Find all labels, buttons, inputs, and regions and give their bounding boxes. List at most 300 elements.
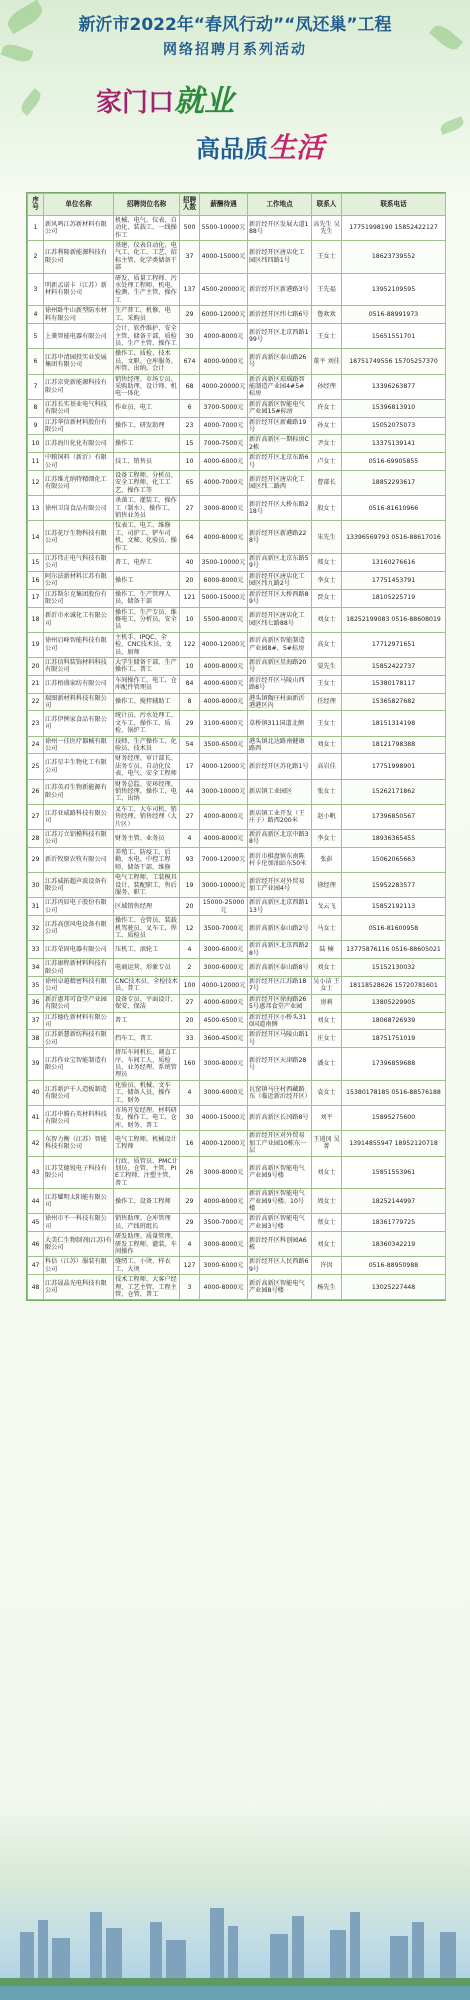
- cell-positions: 操作工、生产专员、维修电工、分析员、安全员: [114, 607, 180, 632]
- cell-headcount: 10: [180, 657, 200, 675]
- cell-phone: 15396813910: [342, 399, 446, 417]
- cell-salary: 4000-8000元: [200, 657, 248, 675]
- cell-positions: 设备专员、平面设计、保安、保洁: [114, 994, 180, 1012]
- cell-location: 草桥镇311国道北侧: [248, 711, 312, 736]
- table-row: [28, 1189, 446, 1214]
- cell-positions: 车间操作工、电工、仓库配件管理员: [114, 675, 180, 693]
- cell-headcount: 33: [180, 1030, 200, 1048]
- cell-contact: 庄女士: [312, 1030, 342, 1048]
- cell-salary: 3500-6500元: [200, 736, 248, 754]
- cell-salary: 4000-12000元: [200, 1131, 248, 1156]
- cell-contact: 王先福: [312, 273, 342, 306]
- cell-company: 江苏维尤纳特精细化工有限公司: [44, 471, 114, 496]
- cell-index: 41: [28, 1106, 44, 1131]
- table-row: [28, 374, 446, 399]
- cell-contact: 刘女士: [312, 959, 342, 977]
- cell-company: 江苏中清园投实业发展集团有限公司: [44, 349, 114, 374]
- cell-contact: 王女士: [312, 675, 342, 693]
- cell-headcount: 29: [180, 711, 200, 736]
- cell-headcount: 674: [180, 349, 200, 374]
- cell-salary: 4000-12000元: [200, 976, 248, 994]
- cell-company: 中粮饲料（新沂）有限公司: [44, 453, 114, 471]
- cell-contact: 高先生 吴先生: [312, 215, 342, 240]
- cell-phone: 15895275600: [342, 1106, 446, 1131]
- cell-salary: 6000-8000元: [200, 571, 248, 589]
- cell-salary: 4000-9000元: [200, 349, 248, 374]
- cell-index: 4: [28, 306, 44, 324]
- cell-headcount: 29: [180, 1189, 200, 1214]
- cell-salary: 5500-10000元: [200, 215, 248, 240]
- cell-headcount: 44: [180, 779, 200, 804]
- cell-headcount: 2: [180, 959, 200, 977]
- cell-positions: 挤压车间机长、调直工序、车间工人、质检员、业务经理、系统管理员: [114, 1048, 180, 1081]
- recruitment-table-wrapper: [26, 192, 446, 1301]
- cell-positions: 财务主管、业务员: [114, 830, 180, 848]
- cell-company: 江苏新沪千人造板制造有限公司: [44, 1080, 114, 1105]
- cell-company: 新风鸣江苏新材料有限公司: [44, 215, 114, 240]
- cell-positions: 叉车工、大车司机、销售经理、销售经理（大片区）: [114, 804, 180, 829]
- cell-salary: 5000-15000元: [200, 589, 248, 607]
- cell-headcount: 64: [180, 521, 200, 554]
- cell-phone: 15852192113: [342, 898, 446, 916]
- cell-headcount: 500: [180, 215, 200, 240]
- cell-headcount: 54: [180, 736, 200, 754]
- cell-contact: 贾女士: [312, 589, 342, 607]
- cell-index: 7: [28, 374, 44, 399]
- cell-phone: 18852293617: [342, 471, 446, 496]
- cell-headcount: 6: [180, 399, 200, 417]
- cell-company: 江苏海川化化有限公司: [44, 435, 114, 453]
- cell-index: 39: [28, 1048, 44, 1081]
- cell-phone: 15852422737: [342, 657, 446, 675]
- table-row: [28, 830, 446, 848]
- cell-contact: 孙女士: [312, 417, 342, 435]
- cell-contact: 房莉: [312, 994, 342, 1012]
- cell-index: 24: [28, 736, 44, 754]
- cell-headcount: 84: [180, 675, 200, 693]
- cell-phone: 15052075073: [342, 417, 446, 435]
- cell-headcount: 20: [180, 898, 200, 916]
- cell-headcount: 19: [180, 873, 200, 898]
- cell-positions: 操作工、质检、技术员、文职、仓库服务、库管、出纳、会计: [114, 349, 180, 374]
- table-row: [28, 675, 446, 693]
- cell-contact: 刘平: [312, 1106, 342, 1131]
- cell-company: 东智力衡（江苏）智能科技有限公司: [44, 1131, 114, 1156]
- cell-positions: 操作工、搅拌辅助工: [114, 693, 180, 711]
- cell-headcount: 20: [180, 571, 200, 589]
- cell-contact: 曹部长: [312, 471, 342, 496]
- cell-salary: 4000-12000元: [200, 632, 248, 657]
- cell-phone: 0516-81610966: [342, 496, 446, 521]
- table-row: [28, 1106, 446, 1131]
- table-row: [28, 1080, 446, 1105]
- cell-headcount: 8: [180, 693, 200, 711]
- cell-phone: 18252199083 0516-88608019: [342, 607, 446, 632]
- cell-company: 江苏梧盛家纺有限公司: [44, 675, 114, 693]
- cell-company: 江苏斯尔克集团股份有限公司: [44, 589, 114, 607]
- cell-index: 36: [28, 994, 44, 1012]
- cell-headcount: 37: [180, 241, 200, 274]
- cell-company: 江苏作业宝智能制造有限公司: [44, 1048, 114, 1081]
- cell-location: 新沂经开区唐店化工园区纬七路88号: [248, 607, 312, 632]
- cell-company: 江苏中腾石英材料科技有限公司: [44, 1106, 114, 1131]
- cell-location: 新沂经开区纬七路6号: [248, 306, 312, 324]
- cell-phone: 18936365455: [342, 830, 446, 848]
- leaf-decoration: [439, 116, 465, 135]
- table-row: [28, 736, 446, 754]
- cell-contact: 高女士: [312, 632, 342, 657]
- table-row: [28, 1232, 446, 1257]
- cell-positions: 化验员、机械、文车工、储备人员、操作工、财务: [114, 1080, 180, 1105]
- cell-headcount: 68: [180, 374, 200, 399]
- slogan-quality-life: [196, 126, 324, 166]
- cell-positions: 会计、软件维护、安全主管、储备干部、质检员、生产主管、操作工: [114, 324, 180, 349]
- cell-company: 大美仁生物制剂(江苏)有限公司: [44, 1232, 114, 1257]
- cell-index: 22: [28, 693, 44, 711]
- cell-index: 26: [28, 779, 44, 804]
- cell-headcount: 100: [180, 976, 200, 994]
- cell-phone: 13914855947 18952120718: [342, 1131, 446, 1156]
- cell-location: 新沂经开区马陵山路1号: [248, 1030, 312, 1048]
- cell-positions: 普工: [114, 1012, 180, 1030]
- cell-salary: 4000-15000元: [200, 1106, 248, 1131]
- cell-index: 10: [28, 435, 44, 453]
- cell-positions: 基建、仪表自动化、电气工、化工、工艺、招标主管、化学类储备干部: [114, 241, 180, 274]
- cell-company: 徐州卓越精密科技有限公司: [44, 976, 114, 994]
- table-row: [28, 324, 446, 349]
- header-salary: 薪酬待遇: [200, 194, 248, 216]
- cell-contact: 王逍冈 吴菁: [312, 1131, 342, 1156]
- cell-phone: 18121798388: [342, 736, 446, 754]
- table-row: [28, 1214, 446, 1232]
- table-row: [28, 521, 446, 554]
- cell-positions: 研发、质量工程师、污水处理工程师、机电、检测、生产主管、操作工: [114, 273, 180, 306]
- table-row: [28, 657, 446, 675]
- table-row: [28, 417, 446, 435]
- cell-salary: 3000-6000元: [200, 1080, 248, 1105]
- cell-location: 新沂经开区大桥西路89号: [248, 589, 312, 607]
- cell-contact: 周女士: [312, 1189, 342, 1214]
- cell-contact: 王女士: [312, 241, 342, 274]
- cell-location: 新沂经开区对外贸易加工产业园10栋东一层: [248, 1131, 312, 1156]
- cell-phone: 17712971651: [342, 632, 446, 657]
- cell-index: 29: [28, 847, 44, 872]
- cell-location: 新沂高新区星海路20号: [248, 657, 312, 675]
- cell-contact: 赵小帆: [312, 804, 342, 829]
- cell-headcount: 65: [180, 471, 200, 496]
- cell-contact: 卢女士: [312, 453, 342, 471]
- cell-contact: 董平 刘佳: [312, 349, 342, 374]
- cell-company: 江苏伊例家食品有限公司: [44, 711, 114, 736]
- cell-location: 新沂经开区唐店化工园区纬二路西: [248, 471, 312, 496]
- cell-headcount: 4: [180, 1232, 200, 1257]
- cell-salary: 4000-7000元: [200, 471, 248, 496]
- cell-contact: 王女士: [312, 711, 342, 736]
- cell-phone: 18068726939: [342, 1012, 446, 1030]
- cell-positions: 区域销售经理: [114, 898, 180, 916]
- cell-contact: 孙经理: [312, 374, 342, 399]
- cell-index: 45: [28, 1214, 44, 1232]
- cell-location: 新沂经开区天津路28号: [248, 1048, 312, 1081]
- cell-location: 新沂高新区泰山路8号: [248, 959, 312, 977]
- cell-location: 新沂经开区人民西路69号: [248, 1257, 312, 1275]
- cell-index: 2: [28, 241, 44, 274]
- table-row: [28, 471, 446, 496]
- cell-phone: 0516-88950988: [342, 1257, 446, 1275]
- cell-phone: 13396263877: [342, 374, 446, 399]
- cell-index: 23: [28, 711, 44, 736]
- cell-location: 新沂经开区新戴路19号: [248, 417, 312, 435]
- cell-salary: 7000-12000元: [200, 847, 248, 872]
- cell-phone: 15851553961: [342, 1156, 446, 1189]
- recruitment-table: [27, 193, 446, 1300]
- cell-salary: 4000-6000元: [200, 675, 248, 693]
- cell-positions: 市场开发经理、材料研发、操作工、电工、仓库、财务、普工: [114, 1106, 180, 1131]
- cell-positions: 杀菌工、灌装工、操作工（制水）、操作工、销售业务员: [114, 496, 180, 521]
- cell-contact: 郑女士: [312, 554, 342, 572]
- cell-contact: 杨先生: [312, 1275, 342, 1300]
- cell-headcount: 26: [180, 1156, 200, 1189]
- cell-company: 江苏京瓷新能源科技有限公司: [44, 374, 114, 399]
- cell-positions: 挡车工、普工: [114, 1030, 180, 1048]
- cell-phone: 15365827682: [342, 693, 446, 711]
- cell-salary: 4000-8000元: [200, 324, 248, 349]
- cell-location: 新沂高新区北京中路38号: [248, 830, 312, 848]
- table-row: [28, 693, 446, 711]
- poster-title-line2: 网络招聘月系列活动: [163, 42, 307, 58]
- table-row: [28, 399, 446, 417]
- table-row: [28, 215, 446, 240]
- table-row: [28, 1030, 446, 1048]
- cell-phone: 15651551701: [342, 324, 446, 349]
- cell-positions: 操作工、研发助理: [114, 417, 180, 435]
- cell-positions: 操作工、设备工程师: [114, 1189, 180, 1214]
- cell-company: 徐州市不一科技有限公司: [44, 1214, 114, 1232]
- cell-contact: 许女士: [312, 399, 342, 417]
- cell-phone: 18751749556 15705257370: [342, 349, 446, 374]
- cell-phone: 13160276616: [342, 554, 446, 572]
- table-row: [28, 496, 446, 521]
- cell-index: 47: [28, 1257, 44, 1275]
- cell-index: 14: [28, 521, 44, 554]
- cell-phone: 17751998901: [342, 754, 446, 779]
- title-block: [0, 10, 470, 59]
- cell-company: 江苏英君生物新能源有限公司: [44, 779, 114, 804]
- cell-headcount: 12: [180, 916, 200, 941]
- cell-company: 江苏信科装饰材料科技有限公司: [44, 657, 114, 675]
- cell-company: 明新孟诺卡（江苏）新材料有限公司: [44, 273, 114, 306]
- table-row: [28, 959, 446, 977]
- cell-phone: 15062065663: [342, 847, 446, 872]
- cell-contact: 许因: [312, 1257, 342, 1275]
- cell-location: 新沂经开区新港路3号: [248, 273, 312, 306]
- cell-company: 阿尔法新材料江苏有限公司: [44, 571, 114, 589]
- cell-contact: 鲁欢欢: [312, 306, 342, 324]
- cell-headcount: 4: [180, 941, 200, 959]
- cell-phone: 13805229905: [342, 994, 446, 1012]
- cell-headcount: 27: [180, 804, 200, 829]
- cell-positions: 电气工程师、工装模具设计、装配职工、售后服务、职工: [114, 873, 180, 898]
- cell-company: 江苏长实基业电气科技有限公司: [44, 399, 114, 417]
- cell-positions: 销售助理、仓库管理员、产线班组长: [114, 1214, 180, 1232]
- cell-salary: 3000-10000元: [200, 873, 248, 898]
- cell-salary: 3000-6000元: [200, 959, 248, 977]
- cell-phone: 17396859688: [342, 1048, 446, 1081]
- cell-contact: 刘女士: [312, 736, 342, 754]
- cell-index: 21: [28, 675, 44, 693]
- cell-contact: 刘女士: [312, 1012, 342, 1030]
- cell-salary: 4000-8000元: [200, 1189, 248, 1214]
- cell-salary: 3000-8000元: [200, 1232, 248, 1257]
- cell-contact: 马女士: [312, 916, 342, 941]
- cell-location: 新沂高新区智能电气产业园8号楼: [248, 1275, 312, 1300]
- table-row: [28, 632, 446, 657]
- cell-company: 江苏高创风电设备有限公司: [44, 916, 114, 941]
- cell-index: 43: [28, 1156, 44, 1189]
- cell-headcount: 160: [180, 1048, 200, 1081]
- cell-contact: 刘女士: [312, 1156, 342, 1189]
- cell-phone: 18360342219: [342, 1232, 446, 1257]
- table-row: [28, 1257, 446, 1275]
- cell-headcount: 10: [180, 607, 200, 632]
- table-row: [28, 1275, 446, 1300]
- cell-positions: 行政、质管员、PMC计划员、仓管、主管、PIE工程师、注塑主管、普工: [115, 1157, 178, 1187]
- cell-contact: 刘女士: [312, 607, 342, 632]
- cell-contact: 吴小洁 王女士: [313, 977, 340, 993]
- cell-index: 37: [28, 1012, 44, 1030]
- cell-location: 新沂高新区智能电气产业园9号楼: [248, 1156, 312, 1189]
- table-row: [28, 916, 446, 941]
- cell-location: 新沂经开区苏化路1号: [248, 754, 312, 779]
- cell-company: 徐州启峰智能科技有限公司: [44, 632, 114, 657]
- cell-positions: 大学生储备干部、生产操作工、普工: [114, 657, 180, 675]
- cell-index: 13: [28, 496, 44, 521]
- cell-salary: 4000-6000元: [200, 453, 248, 471]
- table-row: [28, 349, 446, 374]
- cell-contact: 刘女士: [312, 1232, 342, 1257]
- table-row: [28, 1048, 446, 1081]
- cell-index: 38: [28, 1030, 44, 1048]
- cell-headcount: 17: [180, 754, 200, 779]
- cell-index: 5: [28, 324, 44, 349]
- cell-salary: 4000-8000元: [200, 521, 248, 554]
- cell-company: 江苏丙辰电子股份有限公司: [44, 898, 114, 916]
- slogan2-part-b: 生活: [268, 131, 325, 164]
- cell-positions: 统计员、污水处理工、文车工、操作工、质检、锅炉工: [114, 711, 180, 736]
- cell-location: 新沂经开区江苏路187号: [248, 976, 312, 994]
- cell-contact: 任经理: [312, 693, 342, 711]
- cell-location: 新沂高新区智能电气产业园9号楼、10号楼: [248, 1189, 312, 1214]
- cell-company: 江苏花厅生物科技有限公司: [44, 521, 114, 554]
- cell-location: 新沂高新区智能电气产业园3号楼: [248, 1214, 312, 1232]
- header-phone: 联系电话: [342, 194, 446, 216]
- cell-index: 16: [28, 571, 44, 589]
- table-row: [28, 873, 446, 898]
- table-row: [28, 241, 446, 274]
- cell-phone: 17751998190 15852422127: [342, 215, 446, 240]
- cell-index: 35: [28, 976, 44, 994]
- table-row: [28, 779, 446, 804]
- cell-location: 新沂市棋盘镇东南陈村卡伦加油站东50米: [248, 847, 312, 872]
- table-row: [28, 571, 446, 589]
- leaf-decoration: [18, 88, 44, 116]
- cell-phone: 13375139141: [342, 435, 446, 453]
- cell-index: 9: [28, 417, 44, 435]
- cell-positions: 操作工: [114, 571, 180, 589]
- cell-headcount: 4: [180, 830, 200, 848]
- cell-phone: 0516-69905855: [342, 453, 446, 471]
- cell-positions: 普工、电焊工: [114, 554, 180, 572]
- cell-index: 17: [28, 589, 44, 607]
- cell-location: 瓦窑镇马庄村西藏路东（临近新沂经开区）: [248, 1080, 312, 1105]
- cell-company: 江苏耀明太阳能有限公司: [44, 1189, 114, 1214]
- cell-contact: 李女士: [312, 830, 342, 848]
- cell-salary: 3600-4500元: [200, 1030, 248, 1048]
- cell-index: 20: [28, 657, 44, 675]
- cell-location: 新沂高新区智能电气产业园15#标房: [248, 399, 312, 417]
- cell-company: 徐州卧牛山新型防水材料有限公司: [44, 306, 114, 324]
- cell-location: 新沂高新区泰山路26号: [248, 349, 312, 374]
- cell-location: 新沂经开区北京西路199号: [248, 324, 312, 349]
- cell-contact: 陆 楠: [312, 941, 342, 959]
- cell-positions: 主机手、IPQC、全检、CNC技术员、文员、厨师: [114, 632, 180, 657]
- cell-index: 11: [28, 453, 44, 471]
- cell-positions: 生产普工、机修、电工、采购员: [114, 306, 180, 324]
- table-row: [28, 1156, 446, 1189]
- cell-location: 新沂经开区徐海路265号惠邦食堂产业园: [248, 994, 312, 1012]
- cell-salary: 4000-12000元: [200, 754, 248, 779]
- cell-phone: 0516-81600958: [342, 916, 446, 941]
- cell-company: 瑞图新材料科技有限公司: [44, 693, 114, 711]
- cell-salary: 4500-6500元: [200, 1012, 248, 1030]
- header-positions: 招聘岗位名称: [114, 194, 180, 216]
- cell-contact: 袁女士: [312, 1080, 342, 1105]
- cell-index: 42: [28, 1131, 44, 1156]
- cell-company: 江苏伟正电气科技有限公司: [44, 554, 114, 572]
- cell-positions: 电气工程师、机械设计工程师: [114, 1131, 180, 1156]
- table-row: [28, 976, 446, 994]
- cell-positions: 机械、电气、仪表、自动化、装载工、一线操作工: [114, 215, 180, 240]
- cell-headcount: 30: [180, 324, 200, 349]
- header-location: 工作地点: [248, 194, 312, 216]
- cell-salary: 4500-20000元: [200, 273, 248, 306]
- cell-contact: 徐经理: [312, 873, 342, 898]
- cell-headcount: 15: [180, 435, 200, 453]
- cell-headcount: 23: [180, 417, 200, 435]
- table-body: [28, 215, 446, 1300]
- cell-location: 新沂经开区科创园A6栋: [248, 1232, 312, 1257]
- cell-index: 32: [28, 916, 44, 941]
- slogan1-part-a: 家门口: [96, 88, 175, 118]
- cell-contact: 尹女士: [312, 435, 342, 453]
- cell-contact: 殷女士: [312, 496, 342, 521]
- table-row: [28, 804, 446, 829]
- cell-location: 港头镇陶庄村面新沂港港区内: [248, 693, 312, 711]
- cell-headcount: 3: [180, 1275, 200, 1300]
- cell-salary: 6000-12000元: [200, 306, 248, 324]
- cell-index: 6: [28, 349, 44, 374]
- slogan2-part-a: 高品质: [196, 134, 268, 163]
- cell-index: 33: [28, 941, 44, 959]
- cell-location: 新沂经开区唐店化工园区纬九路2号: [248, 571, 312, 589]
- table-row: [28, 1012, 446, 1030]
- table-header-row: [28, 194, 446, 216]
- cell-positions: 技工、销售员: [114, 453, 180, 471]
- cell-index: 12: [28, 471, 44, 496]
- cell-headcount: 29: [180, 1214, 200, 1232]
- cell-contact: 朱先生: [312, 521, 342, 554]
- cell-contact: 蔡女士: [312, 1214, 342, 1232]
